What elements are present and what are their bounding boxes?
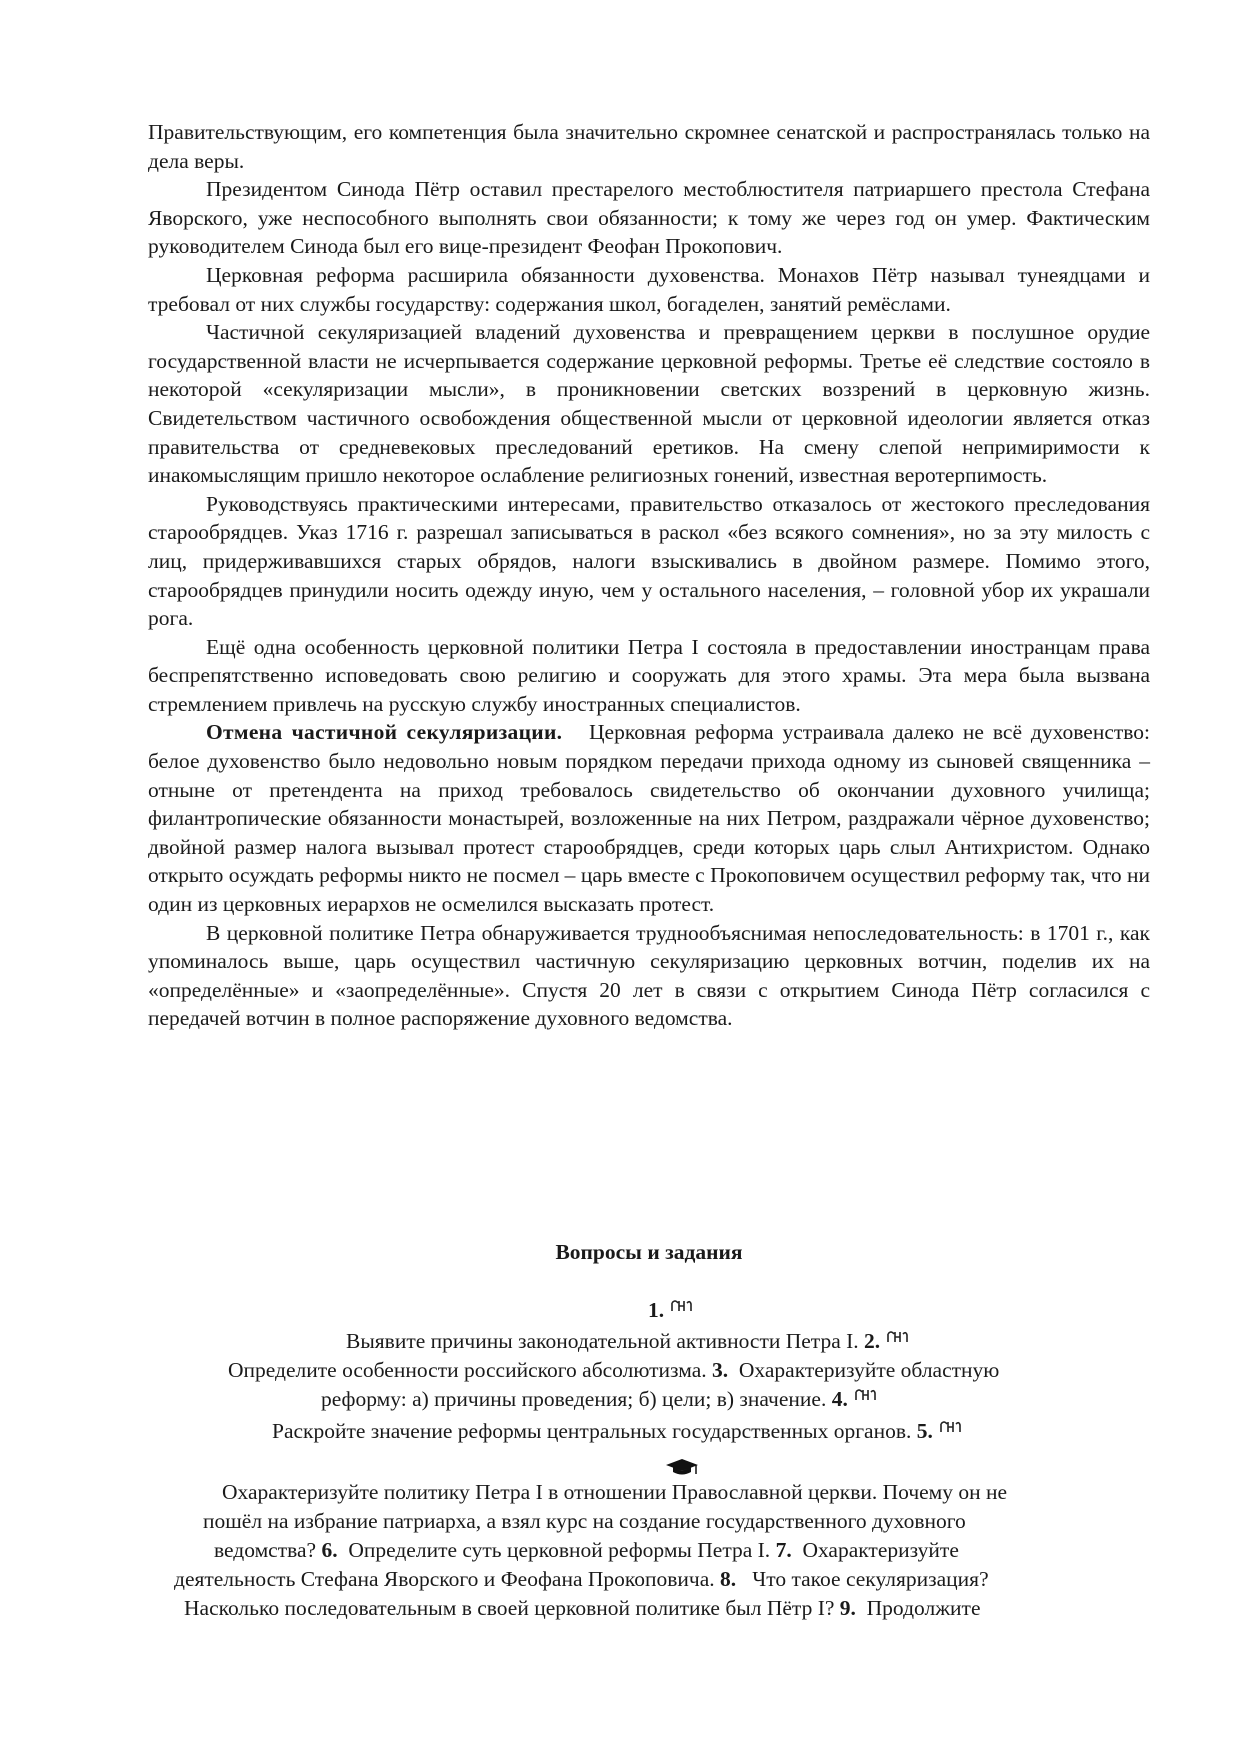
question-line-3: Определите особенности российского абсолютизма. 3. Охарактеризуйте областную (228, 1358, 1000, 1382)
paragraph-6: Ещё одна особенность церковной политики Петра I состояла в предоставлении иностранцам права беспрепятственно исповедовать свою религию и сооружать для этого храмы. Эта мера была вызвана стремлением привлечь на русскую службу иностранных специалистов. (148, 634, 1150, 716)
question-number: 7. (775, 1538, 792, 1562)
question-number: 5. (916, 1419, 933, 1443)
question-number: 3. (712, 1358, 729, 1382)
paragraph-7-text: Церковная реформа устраивала далеко не всё духовенство: белое духовенство было недовольно новым порядком передачи прихода одному из сыновей священника – отныне от претендента на приход требовалось свидетельство об окончании духовного училища; филантропические обязанности монастырей, возложенные на них Петром, раздражали чёрное духовенство; двойной размер налога вызывал протест старообрядцев, среди которых царь слыл Антихристом. Однако открыто осуждать реформы никто не посмел – царь вместе с Прокоповичем осуществил реформу так, что ни один из церковных иерархов не осмелился высказать протест. (148, 720, 1150, 917)
question-line-2: Выявите причины законодательной активности Петра I. 2. (346, 1327, 908, 1355)
question-number: 6. (321, 1538, 338, 1562)
question-line-10: Насколько последовательным в своей церковной политике был Пётр I? 9. Продолжите (184, 1596, 981, 1620)
graduation-cap-icon (665, 1457, 699, 1477)
questions-heading: Вопросы и задания (555, 1240, 743, 1264)
garbled-symbol-icon (670, 1297, 692, 1313)
question-line-8: ведомства? 6. Определите суть церковной реформы Петра I. 7. Охарактеризуйте (214, 1538, 959, 1562)
question-line-1 (648, 1296, 692, 1324)
question-number: 1. (648, 1298, 665, 1322)
garbled-symbol-icon (854, 1386, 876, 1402)
garbled-symbol-icon (886, 1328, 908, 1344)
question-number: 2. (864, 1329, 881, 1353)
paragraph-7 (148, 718, 1150, 918)
paragraph-3: Церковная реформа расширила обязанности духовенства. Монахов Пётр называл тунеядцами и требовал от них службы государству: содержания школ, богаделен, занятий ремёслами. (148, 262, 1150, 316)
question-number: 4. (831, 1387, 848, 1411)
paragraph-2: Президентом Синода Пётр оставил престарелого местоблюстителя патриаршего престола Стефана Яворского, уже неспособного выполнять свои обязанности; к тому же через год он умер. Фактическим руководителем Синода был его вице-президент Феофан Прокопович. (148, 177, 1150, 259)
paragraph-8: В церковной политике Петра обнаруживается труднообъяснимая непоследовательность: в 1701 г., как упоминалось выше, царь осуществил частичную секуляризацию церковных вотчин, поделив их на «определённые» и «заопределённые». Спустя 20 лет в связи с открытием Синода Пётр согласился с передачей вотчин в полное распоряжение духовного ведомства. (148, 920, 1150, 1031)
body-text (148, 118, 1150, 1033)
paragraph-5: Руководствуясь практическими интересами, правительство отказалось от жестокого преследования старообрядцев. Указ 1716 г. разрешал записываться в раскол «без всякого сомнения», но за эту милость с лиц, придерживавшихся старых обрядов, налоги взыскивались в двойном размере. Помимо этого, старообрядцев принудили носить одежду иную, чем у остального населения, – головной убор их украшали рога. (148, 491, 1150, 631)
question-number: 8. (720, 1567, 737, 1591)
paragraph-4: Частичной секуляризацией владений духовенства и превращением церкви в послушное орудие государственной власти не исчерпывается содержание церковной реформы. Третье её следствие состояло в некоторой «секуляризации мысли», в проникновении светских воззрений в церковную жизнь. Свидетельством частичного освобождения общественной мысли от церковной идеологии является отказ правительства от средневековых преследований еретиков. На смену слепой непримиримости к инакомыслящим пришло некоторое ослабление религиозных гонений, известная веротерпимость. (148, 320, 1150, 488)
section-subheading: Отмена частичной секуляризации. (206, 720, 563, 745)
question-line-7: пошёл на избрание патриарха, а взял курс на создание государственного духовного (203, 1509, 966, 1533)
question-line-9: деятельность Стефана Яворского и Феофана Прокоповича. 8. Что такое секуляризация? (174, 1567, 989, 1591)
question-line-5: Раскройте значение реформы центральных государственных органов. 5. (272, 1417, 961, 1445)
question-line-4: реформу: а) причины проведения; б) цели; в) значение. 4. (321, 1385, 876, 1413)
paragraph-1: Правительствующим, его компетенция была значительно скромнее сенатской и распространялась только на дела веры. (148, 120, 1150, 173)
question-line-6: Охарактеризуйте политику Петра I в отношении Православной церкви. Почему он не (222, 1480, 1008, 1504)
question-number: 9. (839, 1596, 856, 1620)
garbled-symbol-icon (939, 1418, 961, 1434)
